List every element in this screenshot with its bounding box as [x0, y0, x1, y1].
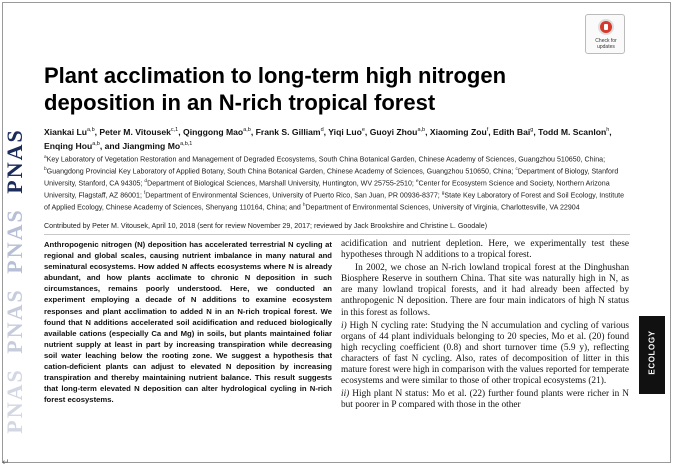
journal-wordmark-faded: PNAS [2, 368, 27, 434]
affiliation-marker: e [415, 178, 419, 184]
section-tab-ecology: ECOLOGY [639, 316, 665, 394]
author-separator: , and [99, 140, 123, 151]
affiliation-marker: g [441, 190, 445, 196]
author-name[interactable]: Guoyi Zhou [369, 126, 418, 137]
affiliations [44, 153, 630, 213]
author-separator: , [609, 126, 612, 137]
significance-abstract: Anthropogenic nitrogen (N) deposition has accelerated terrestrial N cycling at regional and global scales, causing nutrient imbalance in many natural and seminatural ecosystems. How added N affects ecosystems where N is already abundant, and how plants acclimate to chronic N deposition in such circumstances, remains poorly understood. Here, we conducted an experiment employing a decade of N additions to examine ecosystem responses and plant acclimation to added N in an N-rich tropical forest. We found that N additions accelerated soil acidification and reduced biologically available cations (especially Ca and Mg) in soils, but plants maintained foliar nutrient supply at least in part by increasing transpiration while decreasing soil water leaching below the rooting zone. We suggest a hypothesis that cation-deficient plants can adjust to elevated N deposition by increasing transpiration and thereby maintaining nutrient balance. This result suggests that long-term elevated N deposition can alter hydrological cycling in N-rich forest ecosystems. [44, 240, 332, 405]
author-affiliation-marker: f [486, 127, 489, 133]
affiliation-marker: c [515, 166, 518, 172]
author-separator: , [488, 126, 493, 137]
author-name[interactable]: Xiankai Lu [44, 126, 87, 137]
affiliation-marker: a [44, 155, 47, 160]
author-affiliation-marker: a,b [92, 140, 100, 147]
body-paragraph: ii) High plant N status: Mo et al. (22) further found plants were richer in N but poorer in P compared with those in the other [341, 389, 629, 411]
author-name[interactable]: Enqing Hou [44, 140, 93, 151]
author-affiliation-marker: e [361, 127, 365, 133]
author-separator: , [323, 126, 329, 137]
affiliation-marker: f [143, 190, 146, 196]
body-paragraph: acidification and nutrient depletion. Here, we experimentally test these hypotheses through N additions to a tropical forest. [341, 239, 629, 261]
author-affiliation-marker: c,1 [170, 127, 179, 133]
author-separator: , [250, 126, 256, 137]
author-separator: , [364, 126, 370, 137]
list-marker: i) [341, 320, 347, 331]
article-title: Plant acclimation to long-term high nitrogen deposition in an N-rich tropical forest [44, 63, 507, 115]
author-affiliation-marker: a,b [243, 127, 251, 133]
affiliation-text: Center for Ecosystem Science and Society, Northern Arizona University, Flagstaff, AZ 86001; [44, 179, 610, 200]
author-separator: , [533, 126, 539, 137]
author-name[interactable]: Yiqi Luo [328, 126, 362, 137]
affiliation-text: Key Laboratory of Vegetation Restoration and Management of Degraded Ecosystems, South China Botanical Garden, Chinese Academy of Sciences, Guangzhou 510650, China; [46, 155, 606, 164]
body-column [341, 239, 629, 413]
divider [44, 234, 630, 235]
author-name[interactable]: Peter M. Vitousek [99, 126, 171, 137]
affiliation-text: State Key Laboratory of Forest and Soil Ecology, Institute of Applied Ecology, Chinese Academy of Sciences, Shenyang 110164, China; and [44, 191, 625, 212]
journal-wordmark-faded: PNAS [2, 208, 27, 274]
paragraph-return-mark: ↵ [2, 457, 10, 467]
author-affiliation-marker: a,b [86, 127, 95, 133]
affiliation-text: Department of Biological Sciences, Marshall University, Huntington, WV 25755-2510; [147, 179, 416, 188]
affiliation-text: Guangdong Provincial Key Laboratory of Applied Botany, South China Botanical Garden, Chinese Academy of Sciences, Guangzhou 510650, China; [46, 167, 516, 176]
author-name[interactable]: Edith Bai [493, 126, 531, 137]
author-affiliation-marker: g [530, 127, 534, 133]
contribution-note: Contributed by Peter M. Vitousek, April 10, 2018 (sent for review November 29, 2017; reviewed by Jack Brookshire and Christine L. Goodale) [44, 222, 488, 230]
affiliation-marker: h [302, 202, 306, 208]
author-separator: , [94, 126, 100, 137]
author-affiliation-marker: a,b,1 [180, 140, 193, 147]
affiliation-marker: b [44, 166, 47, 172]
author-name[interactable]: Jiangming Mo [122, 140, 181, 151]
check-for-updates-label: Check for updates [595, 38, 617, 50]
author-name[interactable]: Frank S. Gilliam [255, 126, 321, 137]
author-separator: , [178, 126, 184, 137]
author-affiliation-marker: h [606, 127, 610, 133]
author-affiliation-marker: a,b [417, 127, 426, 133]
author-name[interactable]: Todd M. Scanlon [538, 126, 607, 137]
bookmark-icon [598, 19, 614, 35]
journal-sidebar [2, 120, 27, 434]
affiliation-text: Department of Environmental Sciences, University of Puerto Rico, San Juan, PR 00936-8377; [145, 191, 442, 200]
author-separator: , [425, 126, 430, 137]
body-paragraph: In 2002, we chose an N-rich lowland tropical forest at the Dinghushan Biosphere Reserve in southern China. That site was naturally high in N, as are many lowland tropical forests, and it had already been affected by anthropogenic N deposition. There are four main indicators of high N status in this forest as follows. [341, 263, 629, 318]
body-paragraph: i) High N cycling rate: Studying the N accumulation and cycling of various organs of 44 plant individuals belonging to 20 species, Mo et al. (20) found high recycling coefficient (0.8) and short turnover time (5.9 y), reflecting characters of fast N cycling. Also, rates of decomposition of litter in this mature forest were high in comparison with the values reported for temperate ecosystems and were similar to those of other tropical ecosystems (21). [341, 320, 629, 387]
journal-wordmark: PNAS [2, 128, 27, 194]
journal-wordmark-faded: PNAS [2, 288, 27, 354]
check-for-updates-button[interactable] [585, 14, 625, 54]
author-name[interactable]: Xiaoming Zou [429, 126, 487, 137]
list-marker: ii) [341, 389, 350, 400]
affiliation-text: Department of Environmental Sciences, University of Virginia, Charlottesville, VA 22904 [305, 203, 580, 212]
author-affiliation-marker: d [320, 127, 324, 133]
author-name[interactable]: Qinggong Mao [183, 126, 244, 137]
author-list [44, 124, 624, 152]
affiliation-marker: d [144, 178, 148, 184]
affiliation-text: Department of Biology, Stanford University, Stanford, CA 94305; [44, 167, 619, 188]
